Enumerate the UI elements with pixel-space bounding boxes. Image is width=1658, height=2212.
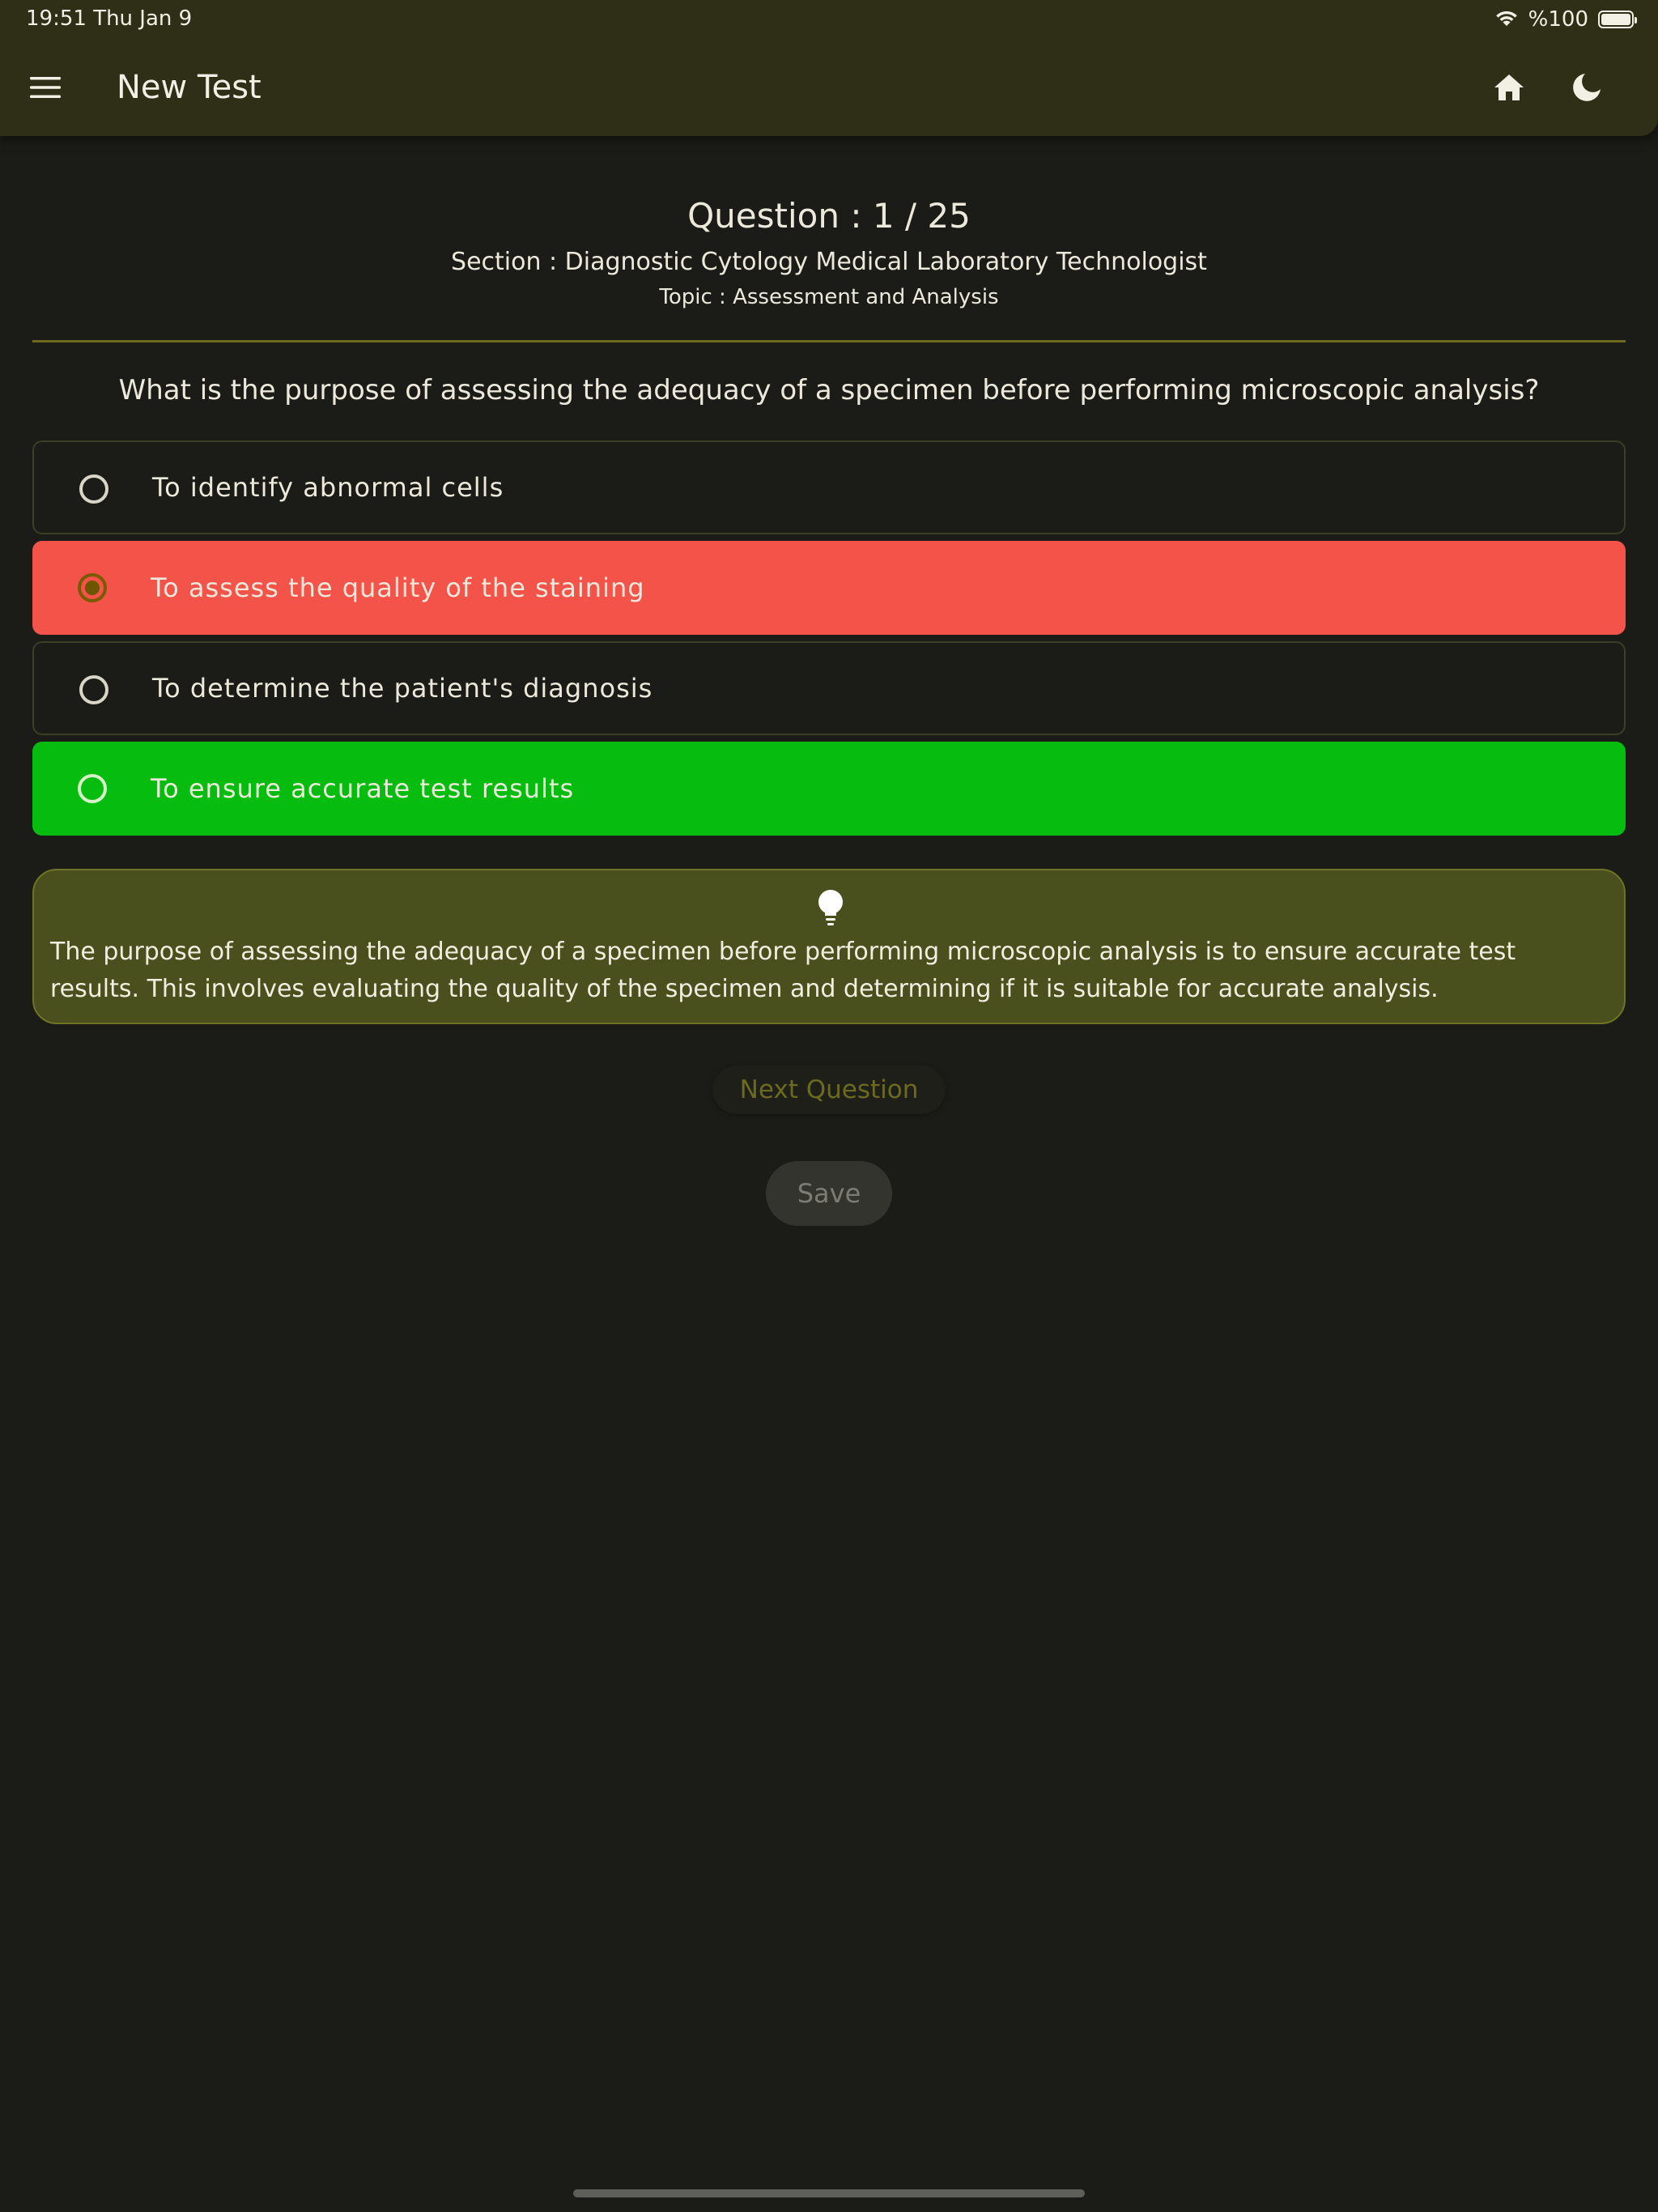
radio-button[interactable]	[79, 474, 108, 504]
hamburger-menu-icon	[29, 76, 62, 99]
answer-option-label: To ensure accurate test results	[151, 773, 575, 804]
answer-option-2[interactable]	[32, 541, 1626, 635]
explanation-text: The purpose of assessing the adequacy of a specimen before performing microscopic analysis is to ensure accurate test results. This involves evaluating the quality of the specimen and determining if it is suitable for accurate analysis.	[50, 938, 1516, 1003]
next-question-button[interactable]: Next Question	[712, 1066, 946, 1114]
menu-button[interactable]	[19, 62, 71, 113]
battery-fill	[1601, 14, 1630, 25]
radio-button[interactable]	[78, 573, 107, 602]
home-indicator	[573, 2189, 1085, 2197]
app-bar	[0, 39, 1658, 136]
question-counter: Question : 1 / 25	[687, 196, 971, 236]
status-bar	[0, 0, 1658, 39]
answer-option-3[interactable]	[32, 641, 1626, 735]
header-divider	[32, 340, 1626, 342]
lightbulb-icon	[814, 888, 847, 927]
explanation-card	[32, 869, 1626, 1024]
radio-button[interactable]	[79, 675, 108, 704]
home-button[interactable]	[1483, 62, 1535, 113]
battery-tip	[1635, 17, 1637, 23]
battery-percentage: %100	[1528, 7, 1588, 32]
question-section: Section : Diagnostic Cytology Medical Laboratory Technologist	[451, 248, 1207, 276]
status-indicators	[1494, 6, 1634, 32]
save-button[interactable]: Save	[766, 1161, 892, 1226]
home-icon	[1493, 73, 1525, 102]
status-time: 19:51 Thu Jan 9	[26, 6, 193, 31]
theme-toggle-button[interactable]	[1561, 62, 1613, 113]
battery-icon	[1598, 11, 1634, 28]
radio-button[interactable]	[78, 774, 107, 803]
answer-option-1[interactable]	[32, 440, 1626, 534]
answer-option-label: To identify abnormal cells	[152, 472, 504, 503]
answer-option-label: To assess the quality of the staining	[151, 572, 645, 603]
answer-option-4[interactable]	[32, 742, 1626, 836]
moon-icon	[1571, 72, 1602, 103]
question-topic: Topic : Assessment and Analysis	[659, 285, 999, 309]
question-text: What is the purpose of assessing the adequacy of a specimen before performing microscopic analysis?	[118, 374, 1540, 406]
app-title: New Test	[117, 69, 261, 106]
wifi-icon	[1494, 8, 1519, 31]
answer-option-label: To determine the patient's diagnosis	[152, 673, 653, 704]
